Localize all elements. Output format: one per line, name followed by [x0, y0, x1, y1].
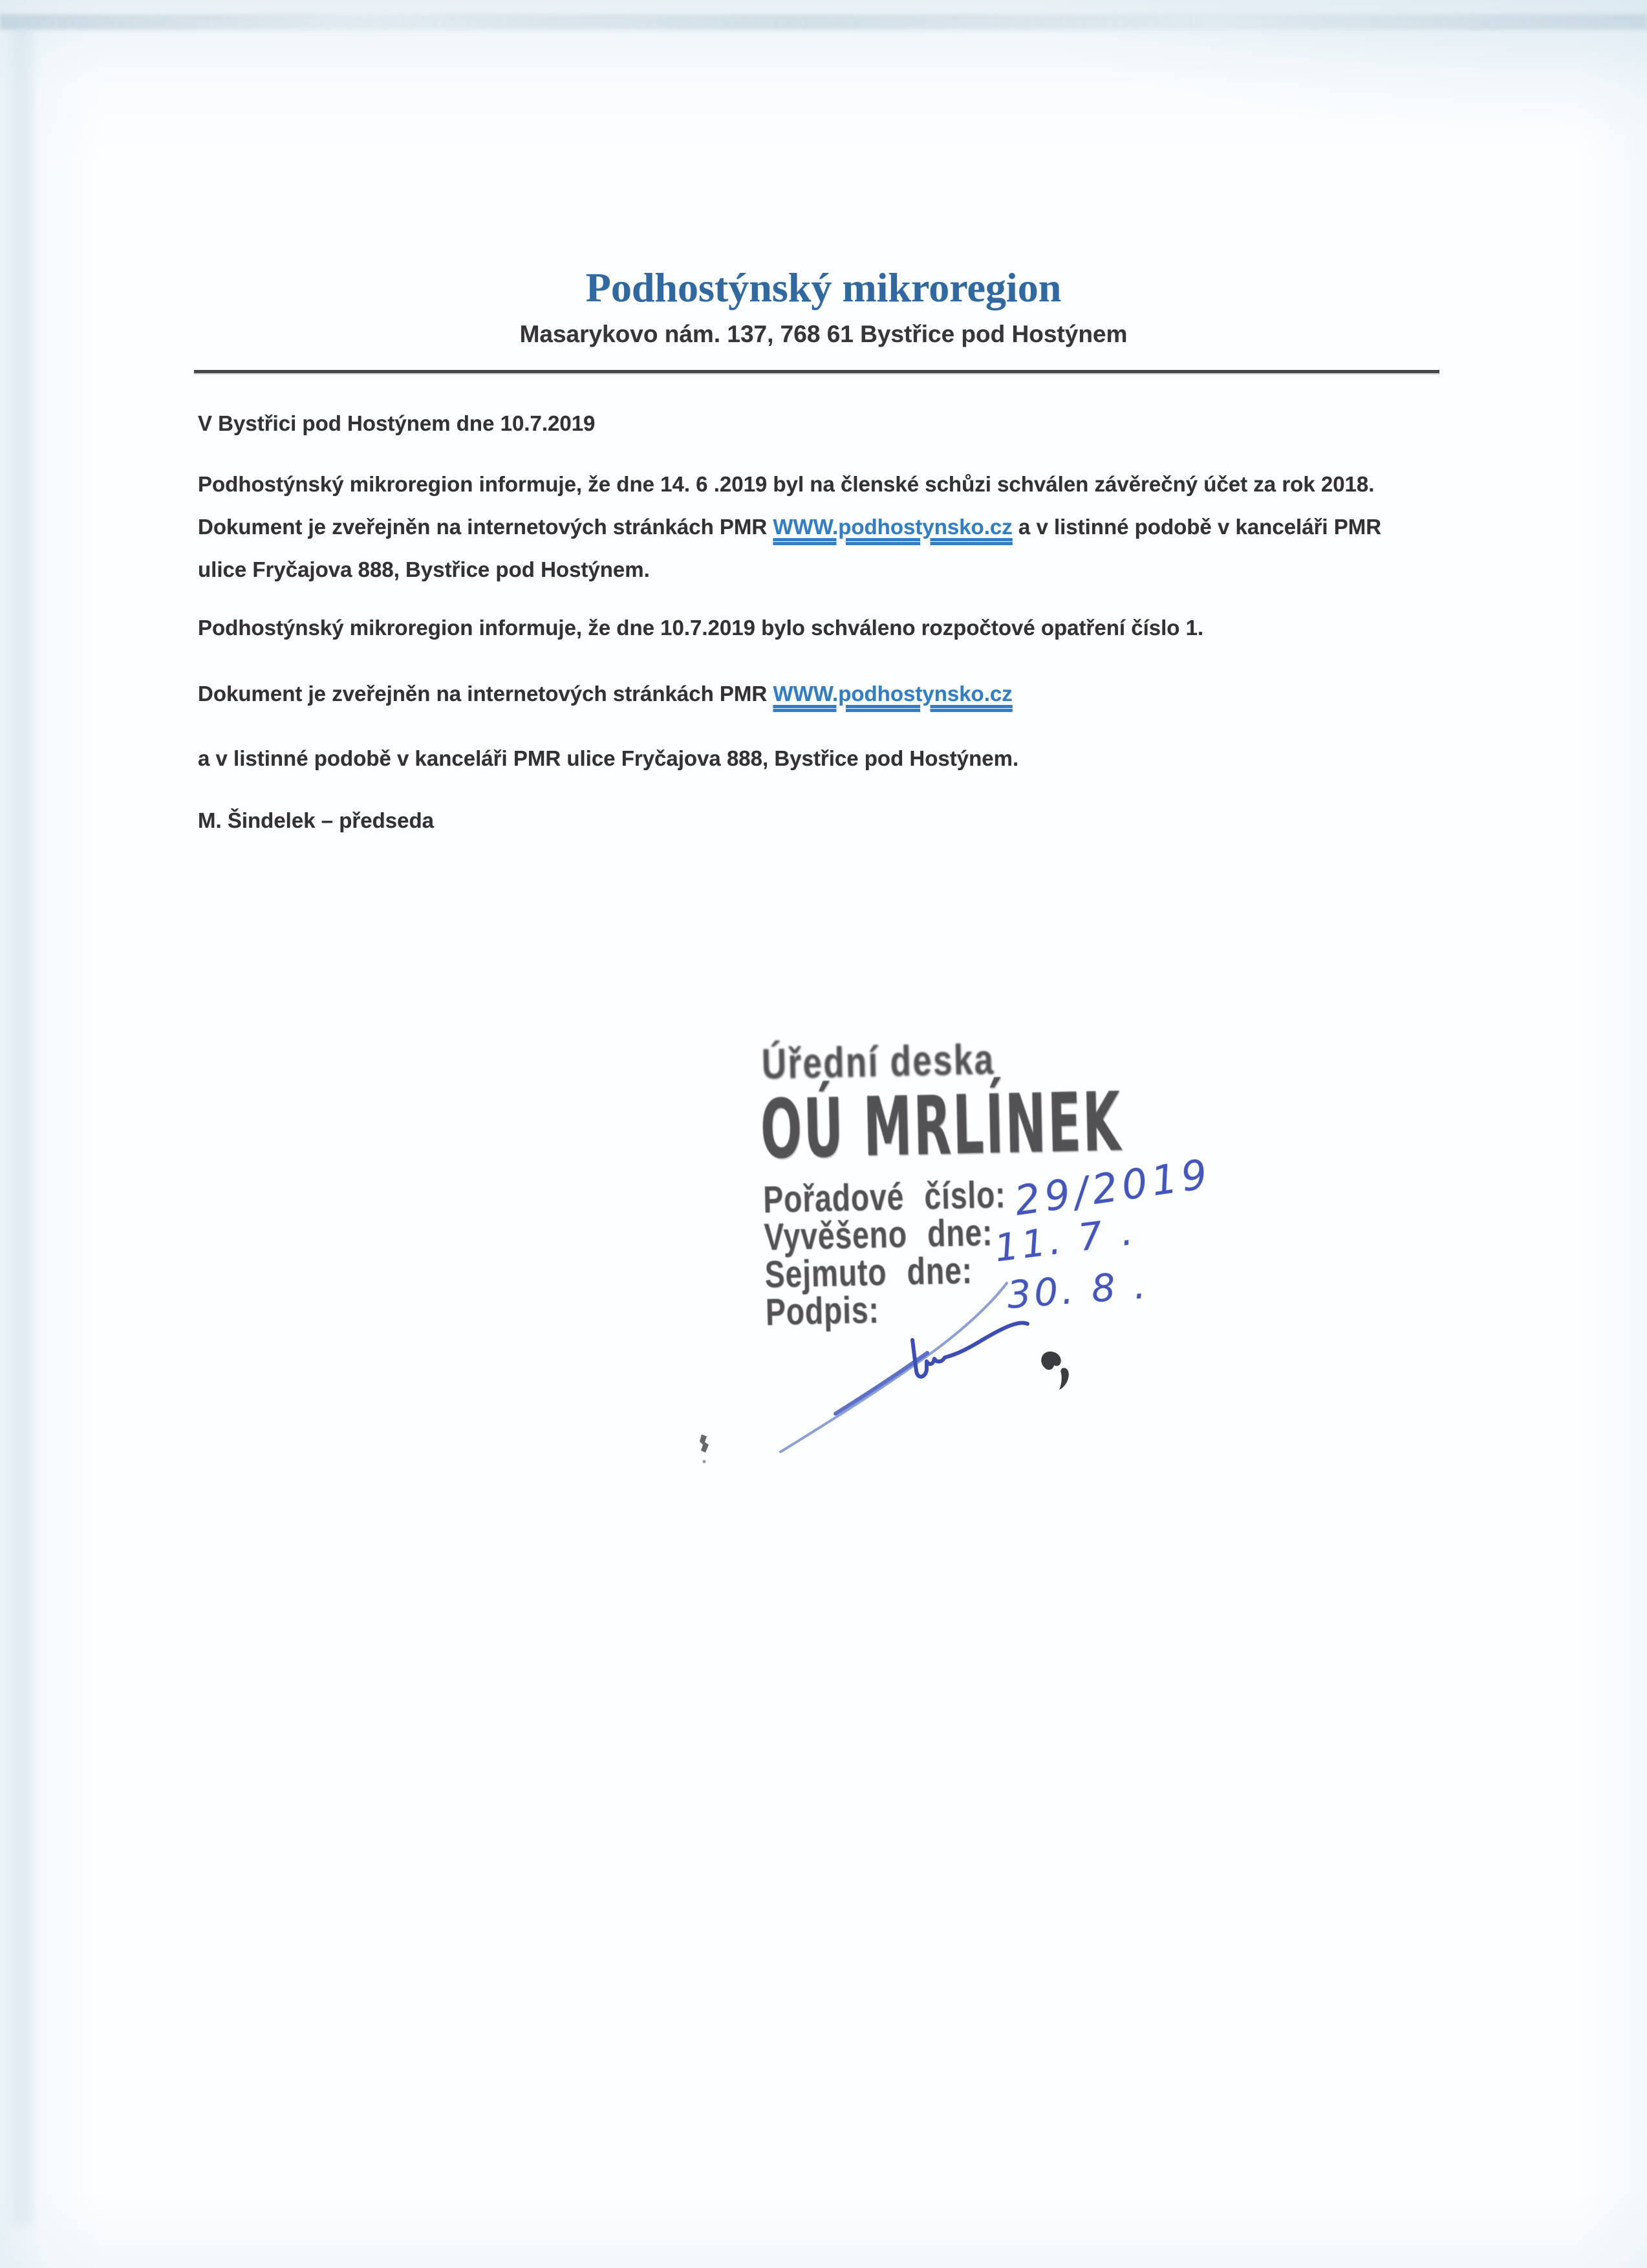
stamp-office-name: OÚ MRLÍNEK [759, 1074, 1123, 1177]
paragraph-publication [198, 673, 1426, 715]
stamp-field-label-serial: Pořadové číslo: [762, 1173, 1006, 1221]
stamp-title-ueredni-deska: Úřední deska [761, 1035, 995, 1088]
signer-line: M. Šindelek – předseda [198, 808, 434, 832]
paragraph-text: a v listinné podobě v kanceláři PMR ulice Fryčajova 888, Bystřice pod Hostýnem. [198, 515, 1382, 581]
ink-blot-comma [1059, 1368, 1069, 1390]
paragraph-paper-copy: a v listinné podobě v kanceláři PMR ulice Fryčajova 888, Bystřice pod Hostýnem. [198, 746, 1019, 770]
stamp-field-label-posted: Vyvěšeno dne: [763, 1211, 993, 1258]
paragraph-budget-measure: Podhostýnský mikroregion informuje, že dne 10.7.2019 bylo schváleno rozpočtové opatření číslo 1. [198, 616, 1204, 640]
scan-artifact-top-band [0, 14, 1647, 30]
stamp-field-label-signature: Podpis: [765, 1289, 880, 1334]
handwritten-removed-date: 30. 8 . [1006, 1262, 1150, 1317]
ink-speck [700, 1434, 709, 1453]
stamp-field-label-removed: Sejmuto dne: [764, 1249, 973, 1296]
website-link[interactable]: WWW.podhostynsko.cz [773, 682, 1013, 706]
paragraph-text: Podhostýnský mikroregion informuje, že dne 14. 6 .2019 byl na členské schůzi schválen závěrečný účet za rok 2018. Dokument je zveřejněn na internetových stránkách PMR [198, 472, 1375, 539]
paragraph-annual-accounts [198, 463, 1426, 591]
ink-blot [1041, 1352, 1060, 1370]
handwritten-posted-date: 11. 7 . [992, 1209, 1139, 1271]
paragraph-text: Dokument je zveřejněn na internetových stránkách PMR [198, 682, 773, 706]
ink-speck-dot [703, 1460, 706, 1463]
header-divider [194, 370, 1439, 373]
signature-light-stroke [780, 1283, 1007, 1452]
page-title: Podhostýnský mikroregion [585, 265, 1062, 310]
letterhead [0, 264, 1647, 348]
handwritten-signature [673, 1261, 1112, 1481]
signature-hook-stroke [912, 1323, 1028, 1376]
handwritten-serial-number: 29/2019 [1011, 1149, 1215, 1225]
website-link[interactable]: WWW.podhostynsko.cz [773, 515, 1013, 539]
org-address: Masarykovo nám. 137, 768 61 Bystřice pod Hostýnem [519, 321, 1128, 347]
date-line: V Bystřici pod Hostýnem dne 10.7.2019 [198, 411, 596, 435]
scan-artifact-left-band [10, 26, 32, 2225]
